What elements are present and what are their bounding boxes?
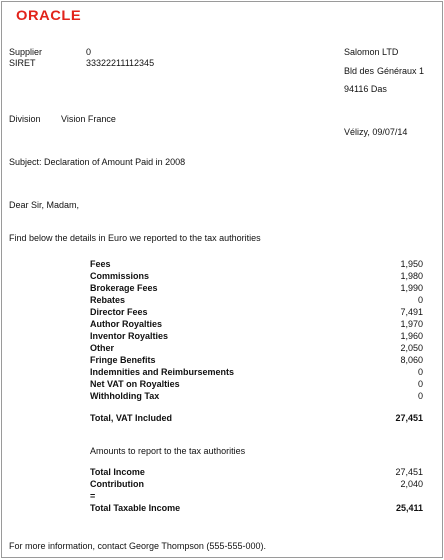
item-value: 0 <box>417 391 423 401</box>
total-vat-label: Total, VAT Included <box>90 413 172 423</box>
item-value: 1,960 <box>400 331 423 341</box>
contribution-label: Contribution <box>90 479 144 489</box>
total-vat-value: 27,451 <box>395 413 423 423</box>
item-label: Other <box>90 343 115 353</box>
place-date: Vélizy, 09/07/14 <box>344 127 408 137</box>
siret-value: 33322211112345 <box>86 58 155 68</box>
recipient-city: 94116 Das <box>344 84 387 94</box>
item-label: Fringe Benefits <box>90 355 156 365</box>
total-income-value: 27,451 <box>395 467 423 477</box>
item-label: Fees <box>90 259 111 269</box>
item-value: 1,980 <box>400 271 423 281</box>
item-value: 7,491 <box>400 307 423 317</box>
item-label: Director Fees <box>90 307 148 317</box>
total-taxable-label: Total Taxable Income <box>90 503 181 513</box>
contribution-value: 2,040 <box>400 479 423 489</box>
supplier-label: Supplier <box>9 47 43 57</box>
item-value: 1,990 <box>400 283 423 293</box>
division-label: Division <box>9 114 41 124</box>
item-value: 0 <box>417 295 423 305</box>
declaration-letter <box>1 1 443 558</box>
item-value: 8,060 <box>400 355 423 365</box>
item-value: 1,970 <box>400 319 423 329</box>
item-value: 1,950 <box>400 259 423 269</box>
item-value: 2,050 <box>400 343 423 353</box>
recipient-name: Salomon LTD <box>344 47 399 57</box>
total-income-label: Total Income <box>90 467 145 477</box>
report-heading: Amounts to report to the tax authorities <box>90 446 246 456</box>
footer-contact: For more information, contact George Thompson (555-555-000). <box>9 541 266 551</box>
item-value: 0 <box>417 367 423 377</box>
item-label: Inventor Royalties <box>90 331 169 341</box>
item-label: Net VAT on Royalties <box>90 379 180 389</box>
oracle-logo: ORACLE <box>16 7 82 23</box>
item-label: Indemnities and Reimbursements <box>90 367 235 377</box>
siret-label: SIRET <box>9 58 36 68</box>
item-label: Commissions <box>90 271 150 281</box>
item-label: Rebates <box>90 295 126 305</box>
item-label: Author Royalties <box>90 319 163 329</box>
recipient-street-left: Bld des <box>344 66 375 76</box>
item-label: Brokerage Fees <box>90 283 158 293</box>
greeting: Dear Sir, Madam, <box>9 200 80 210</box>
total-taxable-value: 25,411 <box>395 503 423 513</box>
subject-line: Subject: Declaration of Amount Paid in 2008 <box>9 157 186 167</box>
recipient-street-right: Généraux 1 <box>377 66 425 76</box>
intro-text: Find below the details in Euro we reported to the tax authorities <box>9 233 261 243</box>
item-label: Withholding Tax <box>90 391 160 401</box>
division-value: Vision France <box>61 114 116 124</box>
equals-sign: = <box>90 491 96 501</box>
supplier-value: 0 <box>86 47 92 57</box>
item-value: 0 <box>417 379 423 389</box>
